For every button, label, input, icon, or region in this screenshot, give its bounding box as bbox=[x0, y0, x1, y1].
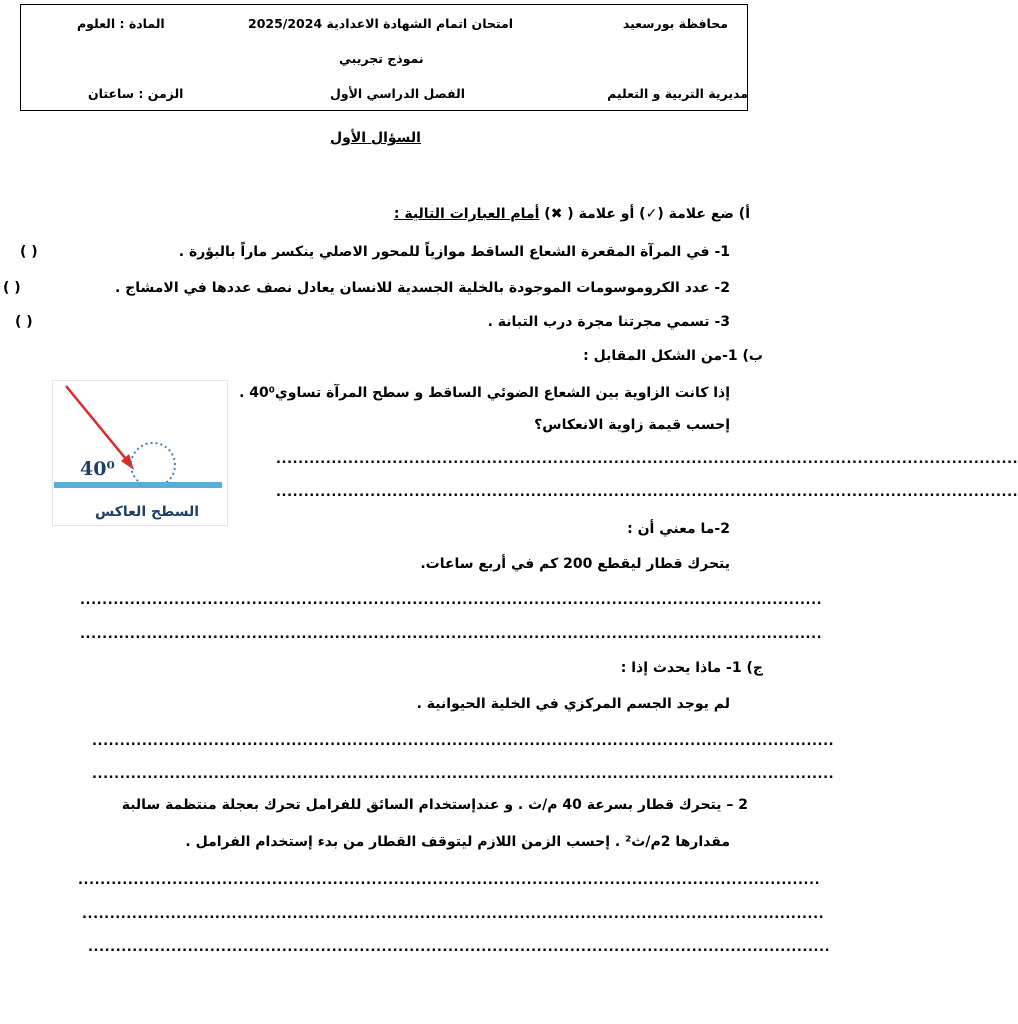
part-a-item-3: 3- تسمي مجرتنا مجرة درب التبانة . bbox=[487, 314, 730, 330]
part-c-q2-line1: 2 – يتحرك قطار بسرعة 40 م/ث . و عندإستخدام السائق للفرامل تحرك بعجلة منتظمة سالبة bbox=[121, 797, 748, 813]
answer-line[interactable]: ...................................................................................................................................... bbox=[80, 593, 823, 608]
answer-line[interactable]: ...................................................................................................................................... bbox=[82, 907, 825, 922]
answer-box-3[interactable]: ( ) bbox=[15, 314, 33, 330]
reflection-figure bbox=[52, 380, 228, 526]
part-a-item-2: 2- عدد الكروموسومات الموجودة بالخلية الجسدية للانسان يعادل نصف عددها في الامشاج . bbox=[114, 280, 730, 296]
check-icon: ✓ bbox=[645, 206, 658, 222]
part-b-label: ب) 1-من الشكل المقابل : bbox=[583, 348, 763, 364]
exam-title: امتحان اتمام الشهادة الاعدادية 2025/2024 bbox=[248, 16, 514, 31]
time: الزمن : ساعتان bbox=[88, 86, 184, 101]
part-a-prompt: أ) ضع علامة (✓) أو علامة ( ✖) أمام العبارات التالية : bbox=[393, 206, 750, 222]
part-b-q1-line1: إذا كانت الزاوية بين الشعاع الضوئي الساقط و سطح المرآة تساوي40⁰ . bbox=[239, 385, 730, 401]
answer-line[interactable]: ...................................................................................................................................... bbox=[92, 767, 835, 782]
answer-line[interactable]: ...................................................................................................................................... bbox=[88, 940, 831, 955]
part-c-q1-text: لم يوجد الجسم المركزي في الخلية الحيوانية . bbox=[416, 696, 730, 712]
part-c-q2-line2: مقدارها 2م/ث² . إحسب الزمن اللازم ليتوقف القطار من بدء إستخدام الفرامل . bbox=[185, 834, 730, 850]
answer-line[interactable]: ...................................................................................................................................... bbox=[78, 873, 821, 888]
answer-box-2[interactable]: ( ) bbox=[3, 280, 21, 296]
answer-line[interactable]: ...................................................................................................................................... bbox=[276, 452, 1018, 467]
answer-line[interactable]: ...................................................................................................................................... bbox=[80, 627, 823, 642]
directorate: مديرية التربية و التعليم bbox=[607, 86, 748, 101]
surface-label: السطح العاكس bbox=[94, 504, 200, 520]
term: الفصل الدراسي الأول bbox=[330, 86, 465, 101]
cross-icon: ✖ bbox=[550, 206, 563, 222]
part-c-label: ج) 1- ماذا يحدث إذا : bbox=[620, 660, 763, 676]
answer-line[interactable]: ...................................................................................................................................... bbox=[92, 734, 835, 749]
question-title: السؤال الأول bbox=[330, 130, 421, 146]
angle-label: 40⁰ bbox=[80, 458, 115, 480]
part-b-q2-label: 2-ما معني أن : bbox=[627, 521, 730, 537]
part-b-q2-text: يتحرك قطار ليقطع 200 كم في أربع ساعات. bbox=[420, 556, 730, 572]
subject: المادة : العلوم bbox=[77, 16, 165, 31]
part-b-q1-line2: إحسب قيمة زاوية الانعكاس؟ bbox=[534, 417, 730, 433]
answer-box-1[interactable]: ( ) bbox=[20, 244, 38, 260]
answer-line[interactable]: ...................................................................................................................................... bbox=[276, 485, 1018, 500]
part-a-item-1: 1- في المرآة المقعرة الشعاع الساقط موازياً للمحور الاصلي ينكسر ماراً بالبؤرة . bbox=[178, 244, 730, 260]
reflective-surface bbox=[54, 482, 222, 488]
governorate: محافظة بورسعيد bbox=[622, 16, 728, 31]
model-label: نموذج تجريبي bbox=[339, 51, 424, 66]
